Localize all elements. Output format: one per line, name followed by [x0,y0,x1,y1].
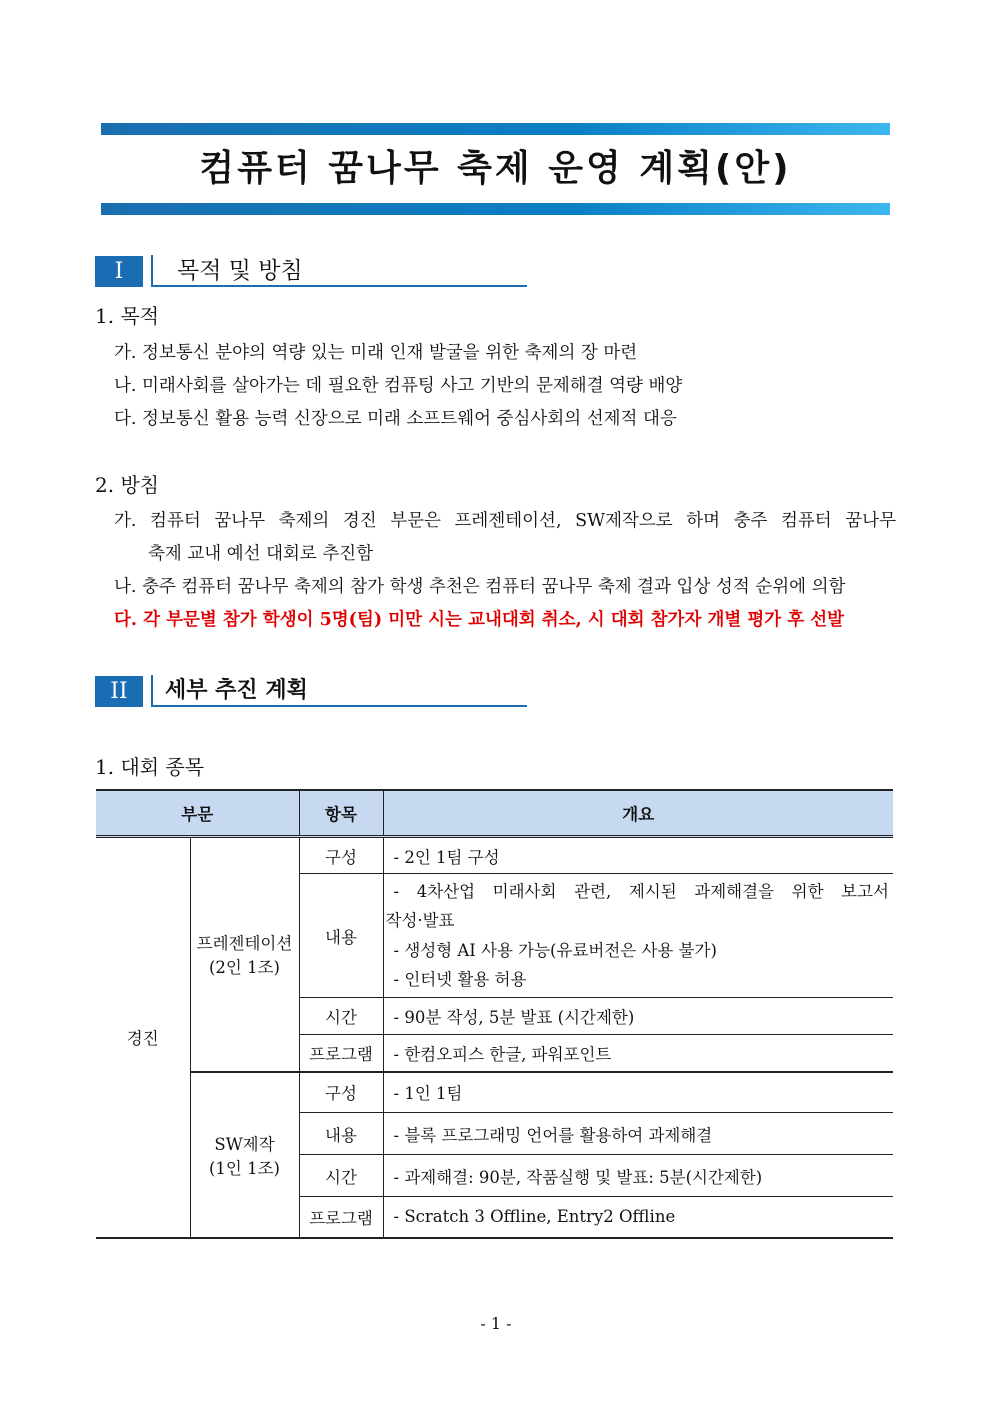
item-cell: 구성 [299,1072,383,1113]
item-cell: 시간 [299,998,383,1035]
desc-line: - 4차산업 미래사회 관련, 제시된 과제해결을 위한 보고서 [393,881,889,901]
policy-item: 가. 컴퓨터 꿈나무 축제의 경진 부문은 프레젠테이션, SW제작으로 하며 충주 컴퓨터 꿈나무 [114,511,896,531]
header-overview: 개요 [383,790,893,837]
desc-line: 작성·발표 [385,911,455,930]
item-cell: 구성 [299,837,383,874]
desc-cell: - 1인 1팀 [383,1072,893,1113]
desc-cell: - Scratch 3 Offline, Entry2 Offline [383,1197,893,1238]
policy-heading: 2. 방침 [95,473,160,497]
contest-heading: 1. 대회 종목 [95,755,205,779]
policy-item-warning: 다. 각 부문별 참가 학생이 5명(팀) 미만 시는 교내대회 취소, 시 대회 참가자 개별 평가 후 선발 [114,610,845,630]
desc-cell: - 블록 프로그래밍 언어를 활용하여 과제해결 [383,1113,893,1155]
page-number: - 1 - [480,1314,512,1333]
item-cell: 프로그램 [299,1035,383,1072]
document-title: 컴퓨터 꿈나무 축제 운영 계획(안) [199,148,792,189]
table-row [96,1072,893,1113]
policy-item-continued: 축제 교내 예선 대회로 추진함 [148,544,374,564]
purpose-item: 가. 정보통신 분야의 역량 있는 미래 인재 발굴을 위한 축제의 장 마련 [114,343,638,363]
purpose-item: 다. 정보통신 활용 능력 신장으로 미래 소프트웨어 중심사회의 선제적 대응 [114,409,677,429]
item-cell: 내용 [299,874,383,998]
desc-line: - 생성형 AI 사용 가능(유료버전은 사용 불가) [393,940,717,960]
section-1-number: I [95,256,143,287]
item-cell: 프로그램 [299,1197,383,1238]
policy-item: 나. 충주 컴퓨터 꿈나무 축제의 참가 학생 추천은 컴퓨터 꿈나무 축제 결과 입상 성적 순위에 의함 [114,577,846,597]
desc-line: - 인터넷 활용 허용 [393,970,527,989]
header-item: 항목 [299,790,383,837]
desc-cell [383,874,893,998]
desc-cell: - 과제해결: 90분, 작품실행 및 발표: 5분(시간제한) [383,1155,893,1197]
table-header-row [96,790,893,837]
group-sub: (1인 1조) [209,1158,280,1178]
desc-cell: - 한컴오피스 한글, 파워포인트 [383,1035,893,1072]
section-2-number: II [95,676,143,707]
header-category: 부문 [96,790,299,837]
group-cell [190,1072,299,1238]
title-bottom-bar [101,203,890,215]
group-name: 프레젠테이션 [196,934,293,954]
category-cell: 경진 [96,837,190,1238]
desc-cell: - 2인 1팀 구성 [383,837,893,874]
title-top-bar [101,123,890,135]
contest-table [96,789,893,1239]
section-2-title: 세부 추진 계획 [151,675,527,707]
desc-cell: - 90분 작성, 5분 발표 (시간제한) [383,998,893,1035]
group-cell [190,837,299,1072]
item-cell: 내용 [299,1113,383,1155]
table-row [96,837,893,874]
section-1-title: 목적 및 방침 [151,255,527,287]
group-name: SW제작 [214,1134,275,1154]
purpose-heading: 1. 목적 [95,304,160,328]
item-cell: 시간 [299,1155,383,1197]
purpose-item: 나. 미래사회를 살아가는 데 필요한 컴퓨팅 사고 기반의 문제해결 역량 배양 [114,376,683,396]
group-sub: (2인 1조) [209,958,280,978]
